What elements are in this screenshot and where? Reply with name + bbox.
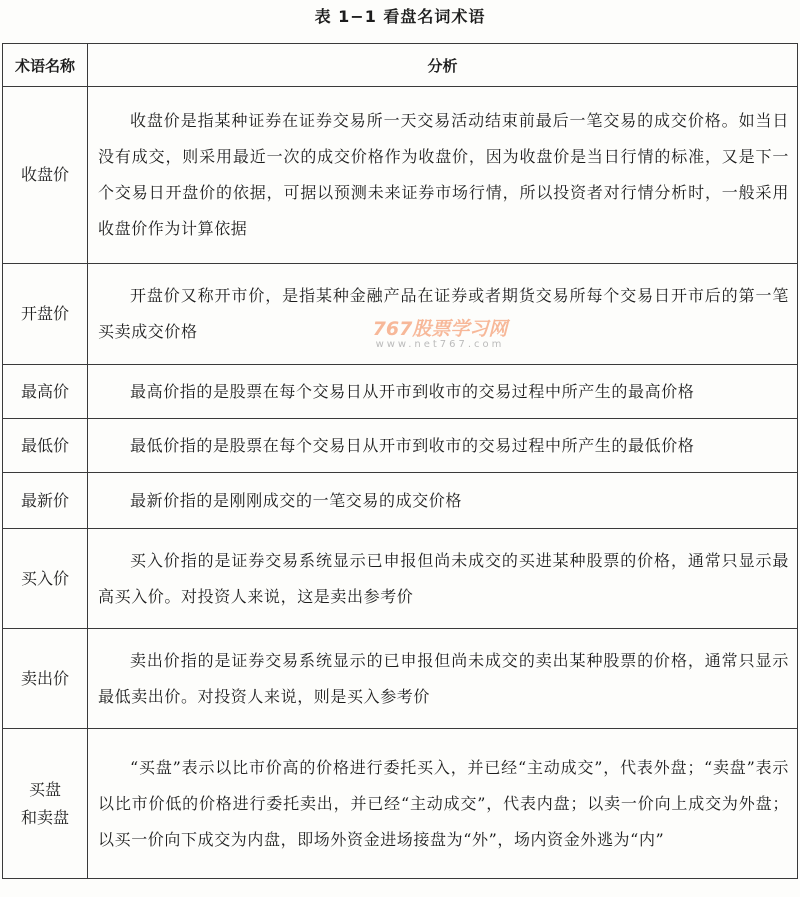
table-row <box>3 729 798 879</box>
desc-cell: 买入价指的是证券交易系统显示已申报但尚未成交的买进某种股票的价格，通常只显示最高买入价。对投资人来说，这是卖出参考价 <box>88 529 798 629</box>
term-cell: 开盘价 <box>3 264 88 365</box>
watermark-url: www.net767.com <box>375 339 505 350</box>
table-caption: 表 1−1 看盘名词术语 <box>314 7 486 26</box>
table-row <box>3 629 798 729</box>
table-row <box>3 473 798 529</box>
term-cell: 收盘价 <box>3 87 88 264</box>
term-cell: 最低价 <box>3 419 88 473</box>
desc-cell: “买盘”表示以比市价高的价格进行委托买入，并已经“主动成交”，代表外盘；“卖盘”表示以比市价低的价格进行委托卖出，并已经“主动成交”，代表内盘；以卖一价向上成交为外盘；以买一价向下成交为内盘，即场外资金进场接盘为“外”，场内资金外逃为“内” <box>88 729 798 879</box>
term-cell: 最高价 <box>3 365 88 419</box>
desc-cell: 收盘价是指某种证券在证券交易所一天交易活动结束前最后一笔交易的成交价格。如当日没有成交，则采用最近一次的成交价格作为收盘价，因为收盘价是当日行情的标准，又是下一个交易日开盘价的依据，可据以预测未来证券市场行情，所以投资者对行情分析时，一般采用收盘价作为计算依据 <box>88 87 798 264</box>
header-term: 术语名称 <box>3 44 88 87</box>
watermark-logo: 767股票学习网 <box>372 318 508 340</box>
table-row <box>3 264 798 365</box>
term-line: 和卖盘 <box>20 807 69 827</box>
term-cell <box>3 729 88 879</box>
header-analysis: 分析 <box>88 44 798 87</box>
term-cell: 买入价 <box>3 529 88 629</box>
term-cell: 最新价 <box>3 473 88 529</box>
table-row <box>3 87 798 264</box>
table-row <box>3 529 798 629</box>
desc-cell: 最新价指的是刚刚成交的一笔交易的成交价格 <box>88 473 798 529</box>
terms-table <box>2 43 798 879</box>
desc-cell: 开盘价又称开市价，是指某种金融产品在证券或者期货交易所每个交易日开市后的第一笔买卖成交价格 <box>88 264 798 365</box>
desc-cell: 最低价指的是股票在每个交易日从开市到收市的交易过程中所产生的最低价格 <box>88 419 798 473</box>
desc-cell: 卖出价指的是证券交易系统显示的已申报但尚未成交的卖出某种股票的价格，通常只显示最低卖出价。对投资人来说，则是买入参考价 <box>88 629 798 729</box>
table-header-row <box>3 44 798 87</box>
term-cell: 卖出价 <box>3 629 88 729</box>
term-line: 买盘 <box>28 779 61 799</box>
table-row <box>3 365 798 419</box>
table-row <box>3 419 798 473</box>
desc-cell: 最高价指的是股票在每个交易日从开市到收市的交易过程中所产生的最高价格 <box>88 365 798 419</box>
